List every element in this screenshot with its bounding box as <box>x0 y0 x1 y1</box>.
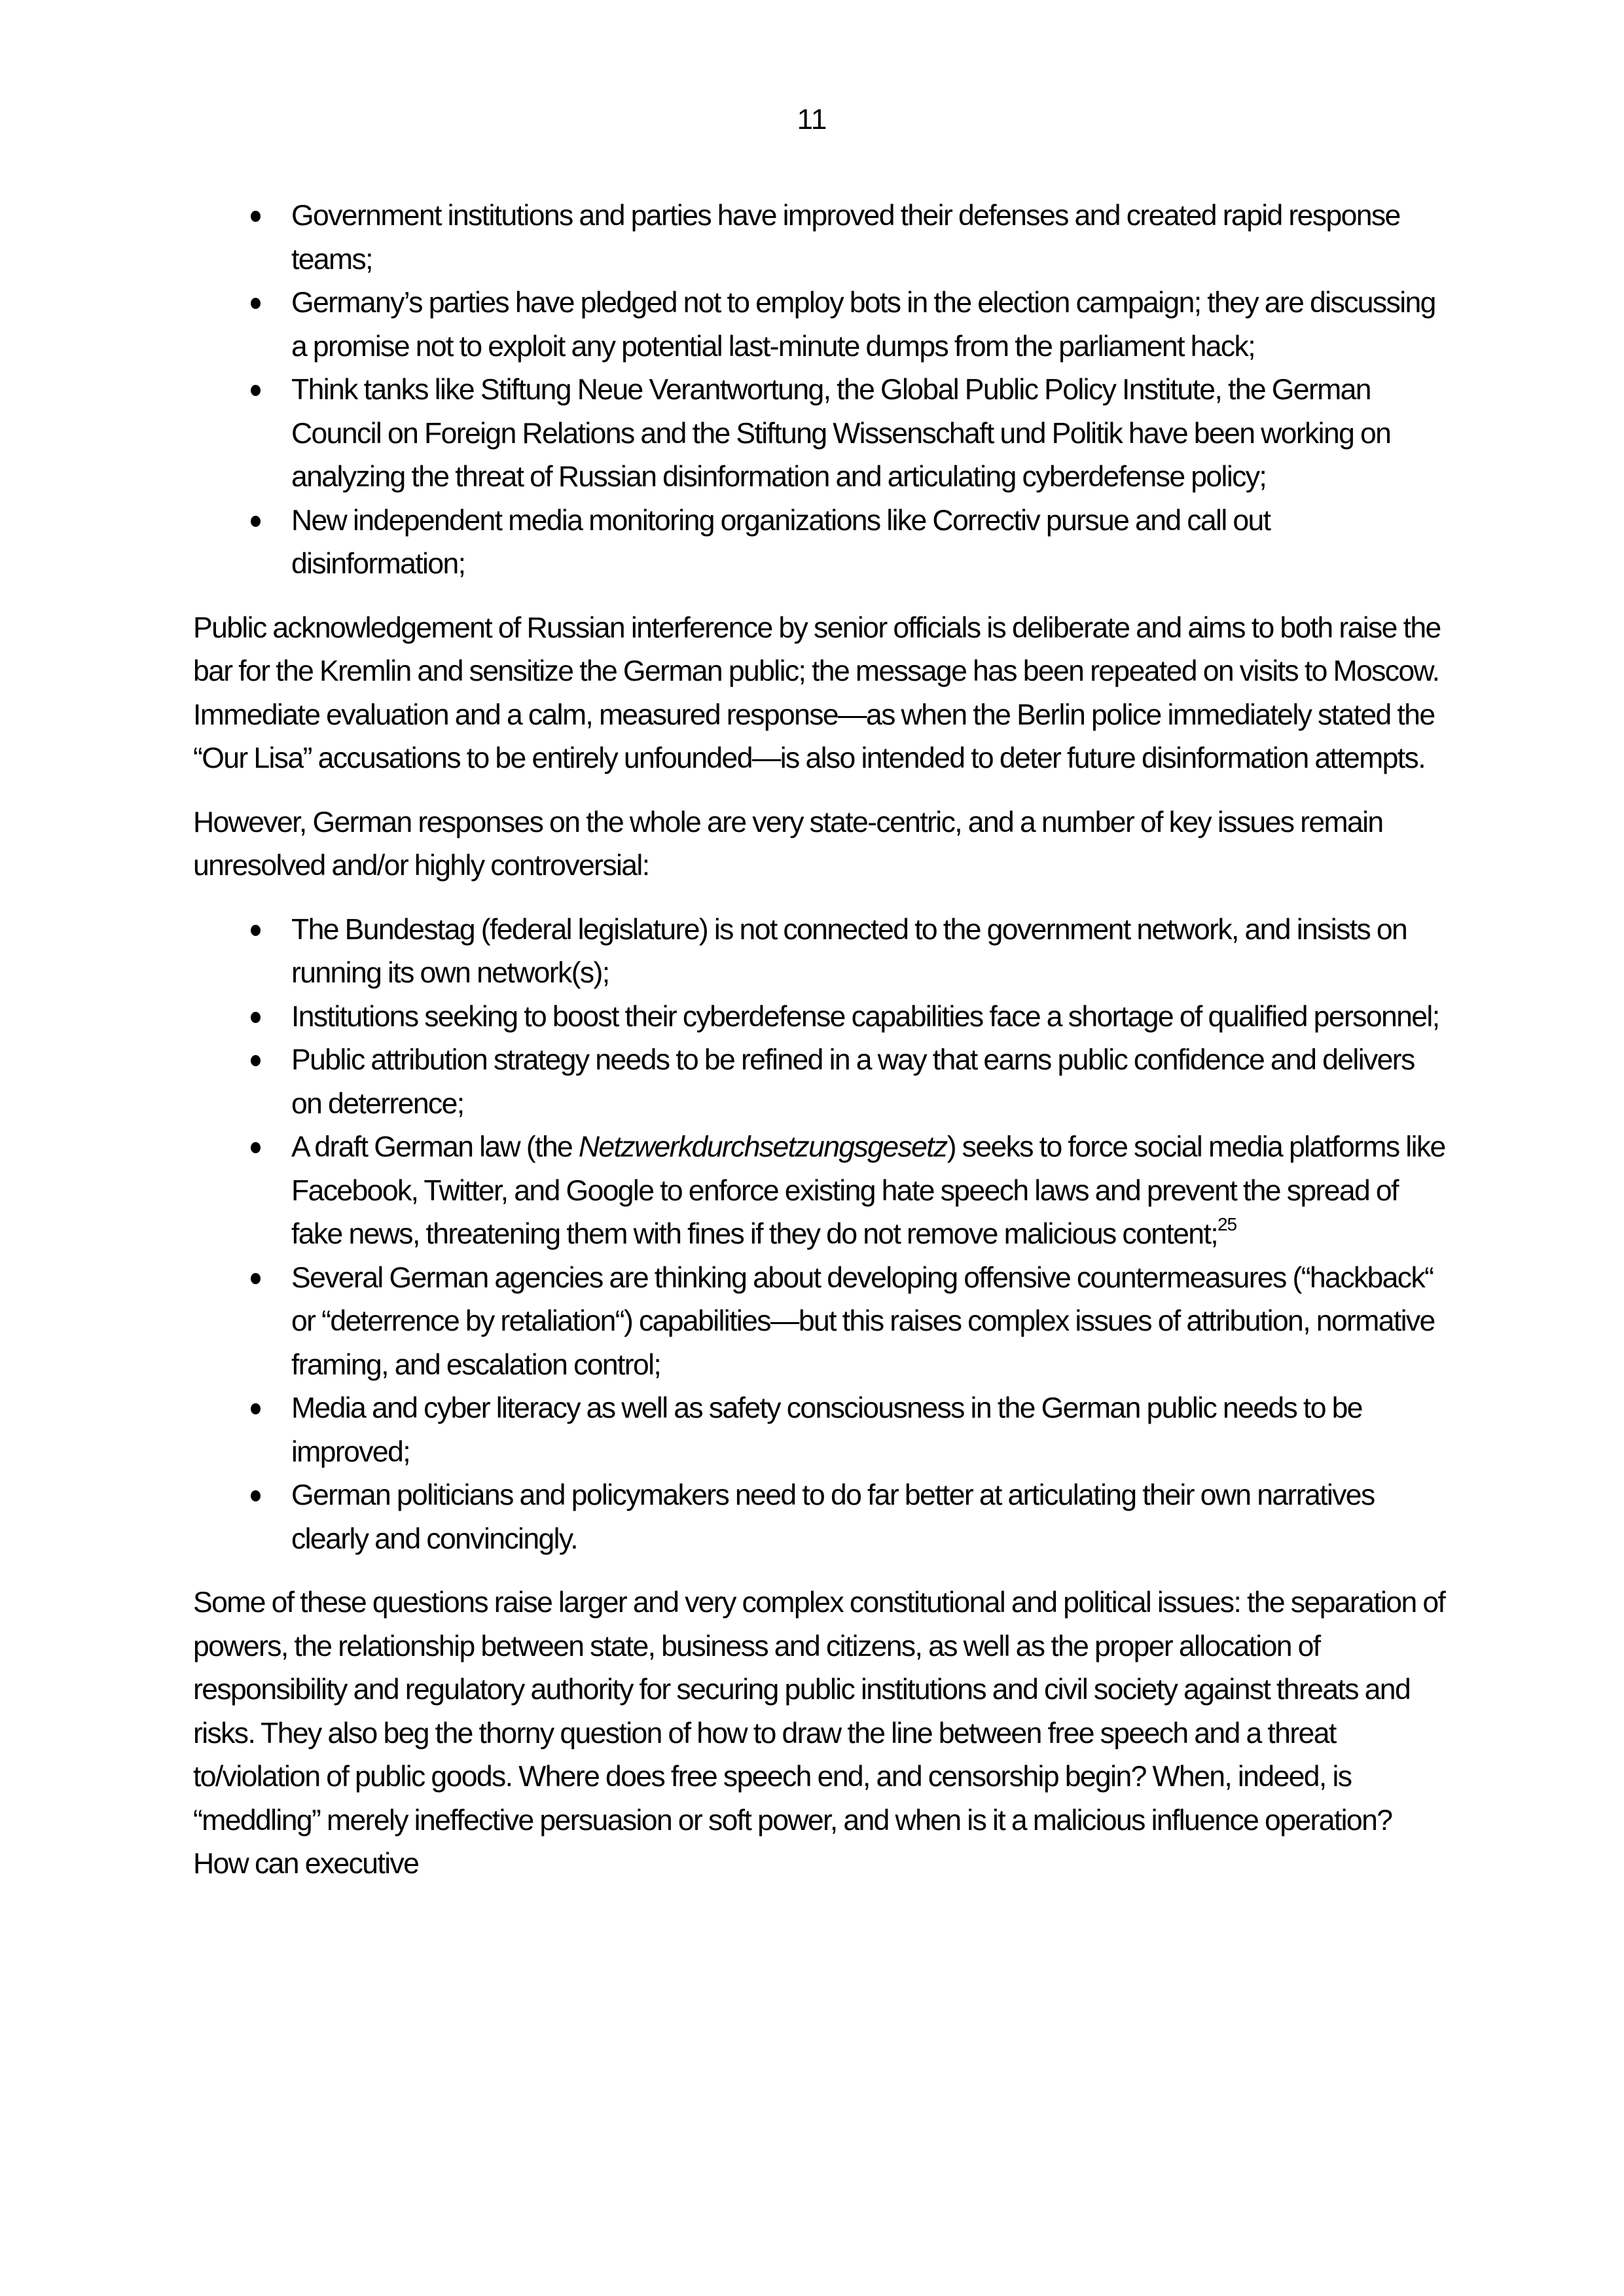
unresolved-issues-list <box>193 908 1450 1562</box>
list-item-text-prefix: A draft German law (the <box>291 1131 579 1163</box>
law-name-italic: Netzwerkdurchsetzungsgesetz <box>578 1131 947 1163</box>
bullet-icon <box>251 925 261 936</box>
list-item-text: German politicians and policymakers need to do far better at articulating their own narratives clearly and convincingly. <box>291 1479 1375 1555</box>
list-item-text-suffix: ) seeks to force social media platforms like Facebook, Twitter, and Google to enforce existing hate speech laws and prevent the spread of fake news, threatening them with fines if they do not remove malicious content; <box>291 1131 1445 1250</box>
bullet-icon <box>251 1142 261 1153</box>
bullet-icon <box>251 1273 261 1284</box>
bullet-icon <box>251 1055 261 1066</box>
paragraph-state-centric-responses: However, German responses on the whole are very state-centric, and a number of key issues remain unresolved and/or highly controversial: <box>193 806 1383 882</box>
list-item-text: Government institutions and parties have improved their defenses and created rapid response teams; <box>291 200 1400 276</box>
list-item-text: Media and cyber literacy as well as safety consciousness in the German public needs to be improved; <box>291 1392 1362 1468</box>
list-item <box>193 281 1450 368</box>
list-item <box>193 1474 1450 1561</box>
paragraph-constitutional-issues: Some of these questions raise larger and very complex constitutional and political issues: the separation of powers, the relationship between state, business and citizens, as well as the proper allocation of responsibility and regulatory authority for securing public institutions and civil society against threats and risks. They also beg the thorny question of how to draw the line between free speech and a threat to/violation of public goods. Where does free speech end, and censorship begin? When, indeed, is “meddling” merely ineffective persuasion or soft power, and when is it a malicious influence operation? How can executive <box>193 1587 1445 1880</box>
page-body <box>193 194 1450 1886</box>
list-item-text: The Bundestag (federal legislature) is not connected to the government network, and insists on running its own network(s); <box>291 913 1407 989</box>
bullet-icon <box>251 1403 261 1414</box>
list-item <box>193 908 1450 996</box>
list-item-text: New independent media monitoring organizations like Correctiv pursue and call out disinformation; <box>291 504 1271 580</box>
list-item-text: Institutions seeking to boost their cyberdefense capabilities face a shortage of qualified personnel; <box>291 1000 1439 1033</box>
list-item-text: Public attribution strategy needs to be refined in a way that earns public confidence and delivers on deterrence; <box>291 1044 1415 1120</box>
list-item <box>193 1039 1450 1126</box>
bullet-icon <box>251 385 261 396</box>
bullet-icon <box>251 1490 261 1501</box>
list-item <box>193 368 1450 499</box>
list-item-text: Germany’s parties have pledged not to employ bots in the election campaign; they are discussing a promise not to exploit any potential last-minute dumps from the parliament hack; <box>291 287 1435 363</box>
list-item <box>193 1257 1450 1388</box>
list-item <box>193 1387 1450 1474</box>
list-item-text <box>291 1131 1445 1250</box>
footnote-reference[interactable]: 25 <box>1217 1214 1237 1234</box>
measures-list <box>193 194 1450 586</box>
paragraph-public-acknowledgement: Public acknowledgement of Russian interference by senior officials is deliberate and aims to both raise the bar for the Kremlin and sensitize the German public; the message has been repeated on visits to Moscow. Immediate evaluation and a calm, measured response—as when the Berlin police immediately stated the “Our Lisa” accusations to be entirely unfounded—is also intended to deter future disinformation attempts. <box>193 611 1441 774</box>
bullet-icon <box>251 211 261 222</box>
bullet-icon <box>251 1012 261 1023</box>
list-item <box>193 499 1450 586</box>
bullet-icon <box>251 516 261 527</box>
list-item <box>193 1126 1450 1257</box>
list-item-text: Several German agencies are thinking about developing offensive countermeasures (“hackback“ or “deterrence by retaliation“) capabilities—but this raises complex issues of attribution, normative framing, and escalation control; <box>291 1261 1435 1381</box>
list-item-text: Think tanks like Stiftung Neue Verantwortung, the Global Public Policy Institute, the German Council on Foreign Relations and the Stiftung Wissenschaft und Politik have been working on analyzing the threat of Russian disinformation and articulating cyberdefense policy; <box>291 374 1391 493</box>
bullet-icon <box>251 298 261 309</box>
page-number: 11 <box>797 103 827 135</box>
list-item <box>193 194 1450 281</box>
list-item <box>193 996 1450 1039</box>
